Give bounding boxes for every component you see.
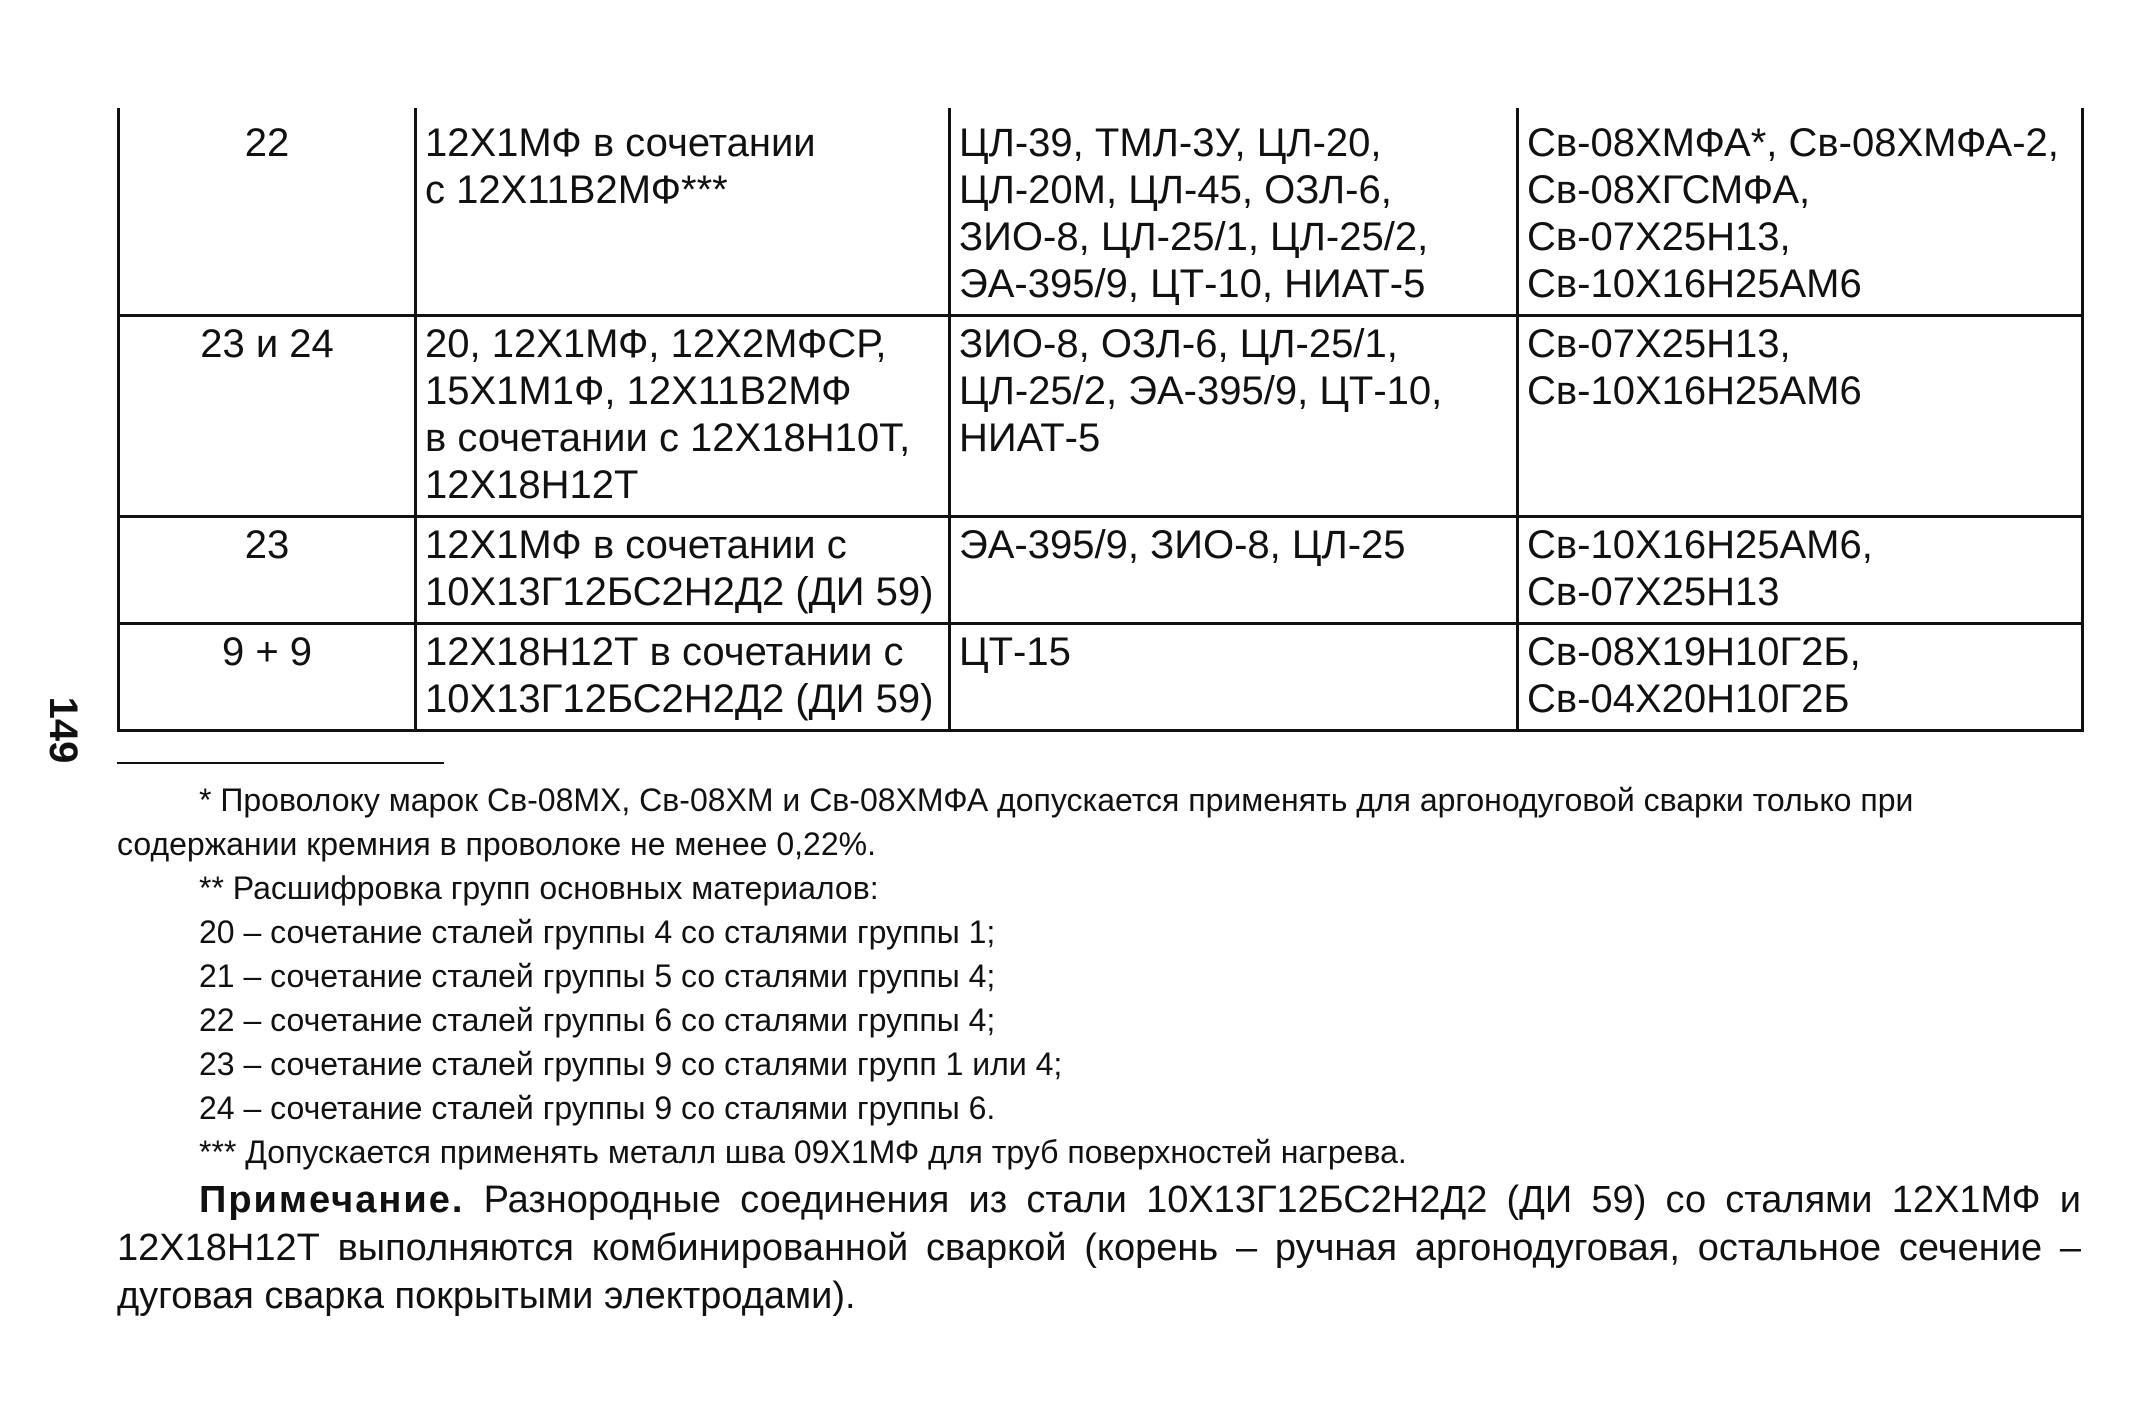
cell-line: НИАТ-5: [959, 416, 1101, 460]
cell-line: ЦТ-15: [959, 630, 1071, 674]
cell-line: Св-08ХМФА*, Св-08ХМФА-2,: [1527, 121, 2059, 165]
footnote-divider: [117, 762, 444, 764]
cell-line: Св-07Х25Н13: [1527, 570, 1780, 614]
group-cell: 9 + 9: [119, 624, 416, 731]
base-metal-cell: [416, 517, 950, 624]
cell-line: Св-10Х16Н25АМ6,: [1527, 523, 1873, 567]
base-metal-cell: [416, 624, 950, 731]
electrodes-cell: [950, 624, 1518, 731]
group-legend-item: 22 – сочетание сталей группы 6 со сталями группы 4;: [199, 1002, 996, 1038]
cell-line: 12Х18Н12Т: [425, 463, 639, 507]
cell-line: Св-10Х16Н25АМ6: [1527, 369, 1862, 413]
wire-cell: [1518, 316, 2083, 517]
cell-line: в сочетании с 12Х18Н10Т,: [425, 416, 911, 460]
table-row: [119, 108, 2083, 316]
remark-text: Разнородные соединения из стали 10Х13Г12БС2Н2Д2 (ДИ 59) со сталями 12Х1МФ и 12Х18Н12Т выполняются комбинированной сваркой (корень – ручная аргонодуговая, остальное сечение – дуговая сварка покрытыми электродами).: [117, 1179, 2081, 1317]
page-number: 149: [41, 696, 85, 764]
wire-cell: [1518, 517, 2083, 624]
cell-line: 10Х13Г12БС2Н2Д2 (ДИ 59): [425, 677, 934, 721]
group-legend-item: 24 – сочетание сталей группы 9 со сталями группы 6.: [199, 1090, 996, 1126]
cell-line: 20, 12Х1МФ, 12Х2МФСР,: [425, 322, 887, 366]
cell-line: Св-10Х16Н25АМ6: [1527, 262, 1862, 306]
cell-line: 12Х18Н12Т в сочетании с: [425, 630, 904, 674]
base-metal-cell: [416, 316, 950, 517]
footnote-single-star: * Проволоку марок Св-08МХ, Св-08ХМ и Св-08ХМФА допускается применять для аргонодуговой сварки только при: [199, 782, 1914, 818]
cell-line: ЭА-395/9, ЦТ-10, НИАТ-5: [959, 262, 1426, 306]
group-cell: 23: [119, 517, 416, 624]
table-row: [119, 316, 2083, 517]
welding-materials-table: [117, 108, 2084, 732]
cell-line: ЗИО-8, ОЗЛ-6, ЦЛ-25/1,: [959, 322, 1398, 366]
table-row: [119, 624, 2083, 731]
remark-label: Примечание.: [199, 1179, 465, 1221]
electrodes-cell: [950, 517, 1518, 624]
footnote-single-star-continuation: содержании кремния в проволоке не менее 0,22%.: [117, 826, 876, 862]
cell-line: ЭА-395/9, ЗИО-8, ЦЛ-25: [959, 523, 1406, 567]
remark-paragraph: [117, 1176, 2081, 1320]
wire-cell: [1518, 624, 2083, 731]
group-legend-item: 23 – сочетание сталей группы 9 со сталями групп 1 или 4;: [199, 1046, 1063, 1082]
cell-line: 15Х1М1Ф, 12Х11В2МФ: [425, 369, 852, 413]
footnotes: [117, 778, 2081, 1174]
electrodes-cell: [950, 316, 1518, 517]
cell-line: 12Х1МФ в сочетании с: [425, 523, 847, 567]
footnote-double-star: ** Расшифровка групп основных материалов:: [199, 870, 879, 906]
table-row: [119, 517, 2083, 624]
cell-line: Св-07Х25Н13,: [1527, 322, 1791, 366]
group-legend-item: 21 – сочетание сталей группы 5 со сталями группы 4;: [199, 958, 996, 994]
cell-line: ЦЛ-25/2, ЭА-395/9, ЦТ-10,: [959, 369, 1443, 413]
group-cell: 23 и 24: [119, 316, 416, 517]
cell-line: 12Х1МФ в сочетании: [425, 121, 816, 165]
wire-cell: [1518, 108, 2083, 316]
cell-line: Св-08ХГСМФА,: [1527, 168, 1811, 212]
base-metal-cell: [416, 108, 950, 316]
footnote-triple-star: *** Допускается применять металл шва 09Х1МФ для труб поверхностей нагрева.: [199, 1134, 1407, 1170]
cell-line: ЦЛ-39, ТМЛ-3У, ЦЛ-20,: [959, 121, 1382, 165]
cell-line: 10Х13Г12БС2Н2Д2 (ДИ 59): [425, 570, 934, 614]
cell-line: Св-08Х19Н10Г2Б,: [1527, 630, 1861, 674]
cell-line: Св-07Х25Н13,: [1527, 215, 1791, 259]
group-cell: 22: [119, 108, 416, 316]
cell-line: с 12Х11В2МФ***: [425, 168, 728, 212]
cell-line: Св-04Х20Н10Г2Б: [1527, 677, 1850, 721]
group-legend-item: 20 – сочетание сталей группы 4 со сталями группы 1;: [199, 914, 996, 950]
electrodes-cell: [950, 108, 1518, 316]
cell-line: ЦЛ-20М, ЦЛ-45, ОЗЛ-6,: [959, 168, 1392, 212]
cell-line: ЗИО-8, ЦЛ-25/1, ЦЛ-25/2,: [959, 215, 1429, 259]
